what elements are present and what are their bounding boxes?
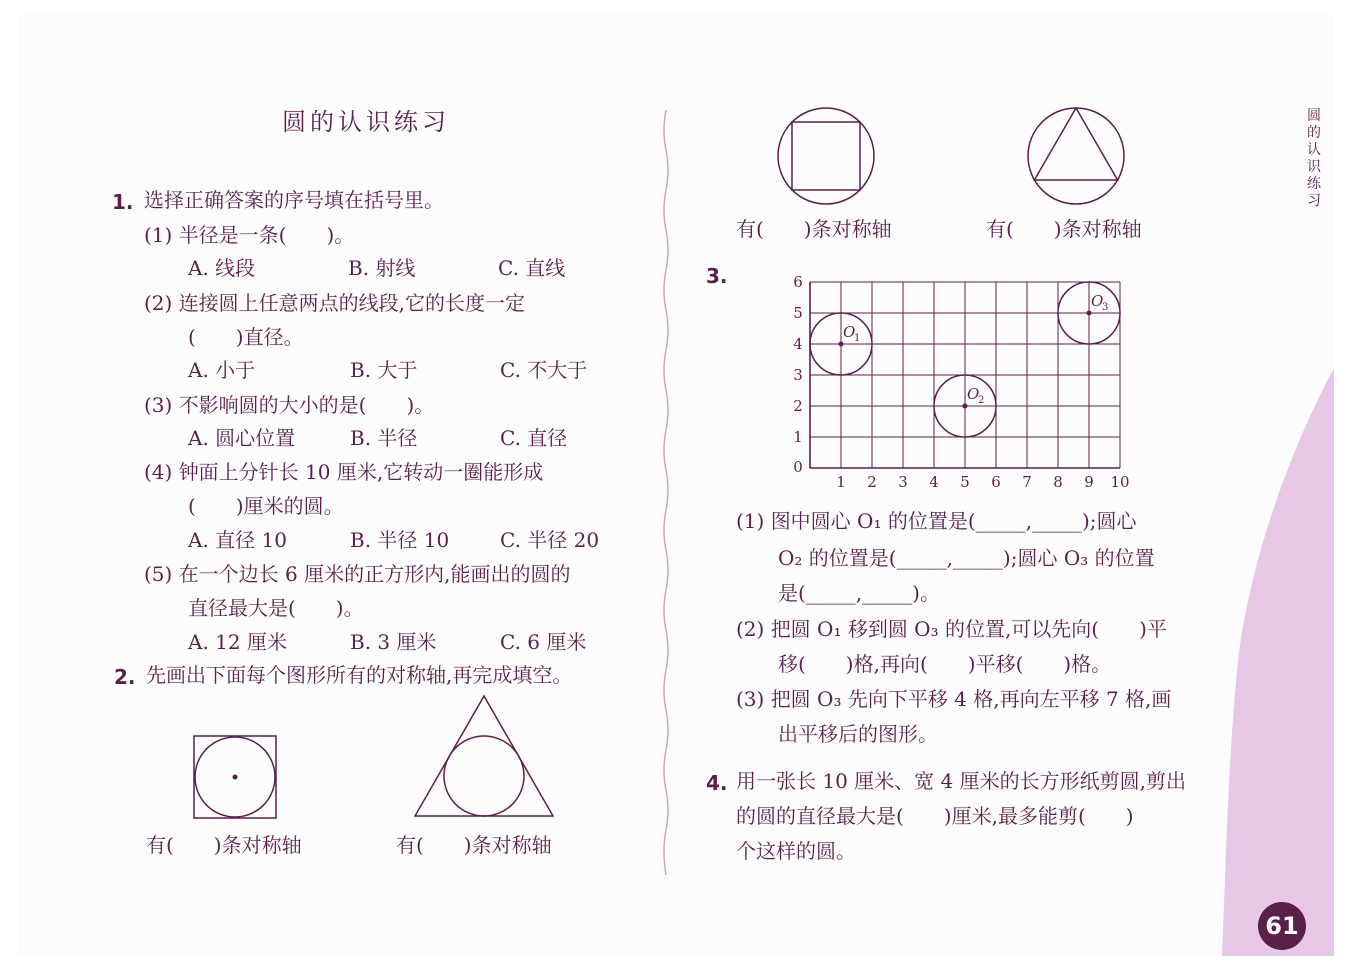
- grid-x-tick-label: 10: [1110, 473, 1130, 491]
- q2-number: 2.: [114, 665, 136, 689]
- grid-origin-label: 0: [793, 458, 803, 476]
- grid-circle-label: O: [843, 323, 856, 341]
- grid-y-tick-label: 4: [793, 335, 803, 353]
- coordinate-grid: [780, 270, 1140, 494]
- q1-text: 选择正确答案的序号填在括号里。: [144, 188, 444, 212]
- q3-p1-line1: (1) 图中圆心 O₁ 的位置是(_____,_____);圆心: [736, 509, 1137, 533]
- q3-p3-line2: 出平移后的图形。: [778, 722, 938, 746]
- grid-y-tick-label: 6: [793, 273, 803, 291]
- grid-y-tick-label: 3: [793, 366, 803, 384]
- q1-s1-option-b: B. 射线: [348, 256, 416, 280]
- grid-circle-center-dot: [963, 404, 968, 409]
- grid-y-tick-label: 5: [793, 304, 803, 322]
- sidebar-chapter-label: 圆的认识练习: [1307, 108, 1321, 209]
- circle-center-dot: [233, 775, 238, 780]
- q4-line2: 的圆的直径最大是( )厘米,最多能剪( ): [736, 804, 1134, 828]
- figure-square-with-inscribed-circle: [190, 732, 280, 822]
- figure-triangle-with-inscribed-circle: [410, 692, 558, 820]
- grid-x-tick-label: 3: [898, 473, 908, 491]
- q4-number: 4.: [706, 771, 728, 795]
- q1-s1-question: (1) 半径是一条( )。: [144, 223, 355, 247]
- q1-s3-question: (3) 不影响圆的大小的是( )。: [144, 393, 435, 417]
- q3-number: 3.: [706, 264, 728, 288]
- q1-s4-option-c: C. 半径 20: [500, 528, 600, 552]
- q1-s4-question-line1: (4) 钟面上分针长 10 厘米,它转动一圈能形成: [144, 460, 544, 484]
- q2-figure4-label: 有( )条对称轴: [986, 217, 1142, 241]
- q1-s4-option-b: B. 半径 10: [350, 528, 450, 552]
- grid-circle-center-dot: [839, 342, 844, 347]
- q1-s5-option-b: B. 3 厘米: [350, 630, 437, 654]
- grid-x-tick-label: 7: [1022, 473, 1032, 491]
- q1-s5-option-c: C. 6 厘米: [500, 630, 587, 654]
- inscribed-triangle: [1034, 108, 1117, 180]
- inscribed-square: [792, 122, 860, 190]
- grid-x-tick-label: 1: [836, 473, 846, 491]
- grid-y-tick-label: 1: [793, 428, 803, 446]
- page-title: 圆的认识练习: [282, 108, 450, 136]
- q1-s5-question-line2: 直径最大是( )。: [188, 596, 364, 620]
- grid-circle-label-subscript: 2: [978, 395, 985, 406]
- q1-s2-question-line1: (2) 连接圆上任意两点的线段,它的长度一定: [144, 291, 526, 315]
- q1-s3-option-b: B. 半径: [350, 426, 418, 450]
- q2-figure3-label: 有( )条对称轴: [736, 217, 892, 241]
- q3-p3-line1: (3) 把圆 O₃ 先向下平移 4 格,再向左平移 7 格,画: [736, 687, 1172, 711]
- center-fold-line: [664, 110, 668, 875]
- q3-p1-line3: 是(_____,_____)。: [778, 581, 940, 605]
- grid-circle-label: O: [967, 385, 980, 403]
- q4-line1: 用一张长 10 厘米、宽 4 厘米的长方形纸剪圆,剪出: [736, 769, 1186, 793]
- q1-s2-option-c: C. 不大于: [500, 358, 588, 382]
- q1-s1-option-c: C. 直线: [498, 256, 566, 280]
- q1-s2-option-b: B. 大于: [350, 358, 418, 382]
- q2-figure1-label: 有( )条对称轴: [146, 833, 302, 857]
- grid-x-tick-label: 6: [991, 473, 1001, 491]
- grid-x-tick-label: 9: [1084, 473, 1094, 491]
- q1-s2-option-a: A. 小于: [188, 358, 256, 382]
- q1-s3-option-a: A. 圆心位置: [188, 426, 296, 450]
- triangle-outline: [415, 696, 553, 816]
- q1-s5-question-line1: (5) 在一个边长 6 厘米的正方形内,能画出的圆的: [144, 562, 571, 586]
- grid-x-tick-label: 5: [960, 473, 970, 491]
- grid-circle-label-subscript: 1: [854, 333, 861, 344]
- grid-x-tick-label: 2: [867, 473, 877, 491]
- pink-corner-shape: [1222, 368, 1334, 956]
- q1-s3-option-c: C. 直径: [500, 426, 568, 450]
- grid-x-tick-label: 4: [929, 473, 939, 491]
- outer-circle: [1028, 108, 1124, 204]
- q3-p2-line2: 移( )格,再向( )平移( )格。: [778, 652, 1112, 676]
- q2-figure2-label: 有( )条对称轴: [396, 833, 552, 857]
- page-number-badge: 61: [1258, 902, 1306, 950]
- figure-circle-with-inscribed-square: [774, 104, 878, 208]
- q4-line3: 个这样的圆。: [736, 839, 856, 863]
- q1-s2-question-line2: ( )直径。: [188, 325, 304, 349]
- q1-s4-question-line2: ( )厘米的圆。: [188, 494, 344, 518]
- q3-p2-line1: (2) 把圆 O₁ 移到圆 O₃ 的位置,可以先向( )平: [736, 617, 1167, 641]
- grid-x-tick-label: 8: [1053, 473, 1063, 491]
- q1-s1-option-a: A. 线段: [188, 256, 256, 280]
- grid-y-tick-label: 2: [793, 397, 803, 415]
- q1-s4-option-a: A. 直径 10: [188, 528, 287, 552]
- figure-circle-with-inscribed-triangle: [1024, 104, 1128, 208]
- q3-p1-line2: O₂ 的位置是(_____,_____);圆心 O₃ 的位置: [778, 546, 1155, 570]
- grid-circle-center-dot: [1087, 311, 1092, 316]
- q1-s5-option-a: A. 12 厘米: [188, 630, 287, 654]
- q1-number: 1.: [112, 190, 134, 214]
- grid-circle-label: O: [1091, 292, 1104, 310]
- grid-circle-label-subscript: 3: [1102, 302, 1109, 313]
- q2-text: 先画出下面每个图形所有的对称轴,再完成填空。: [146, 663, 573, 687]
- inscribed-circle: [444, 736, 524, 816]
